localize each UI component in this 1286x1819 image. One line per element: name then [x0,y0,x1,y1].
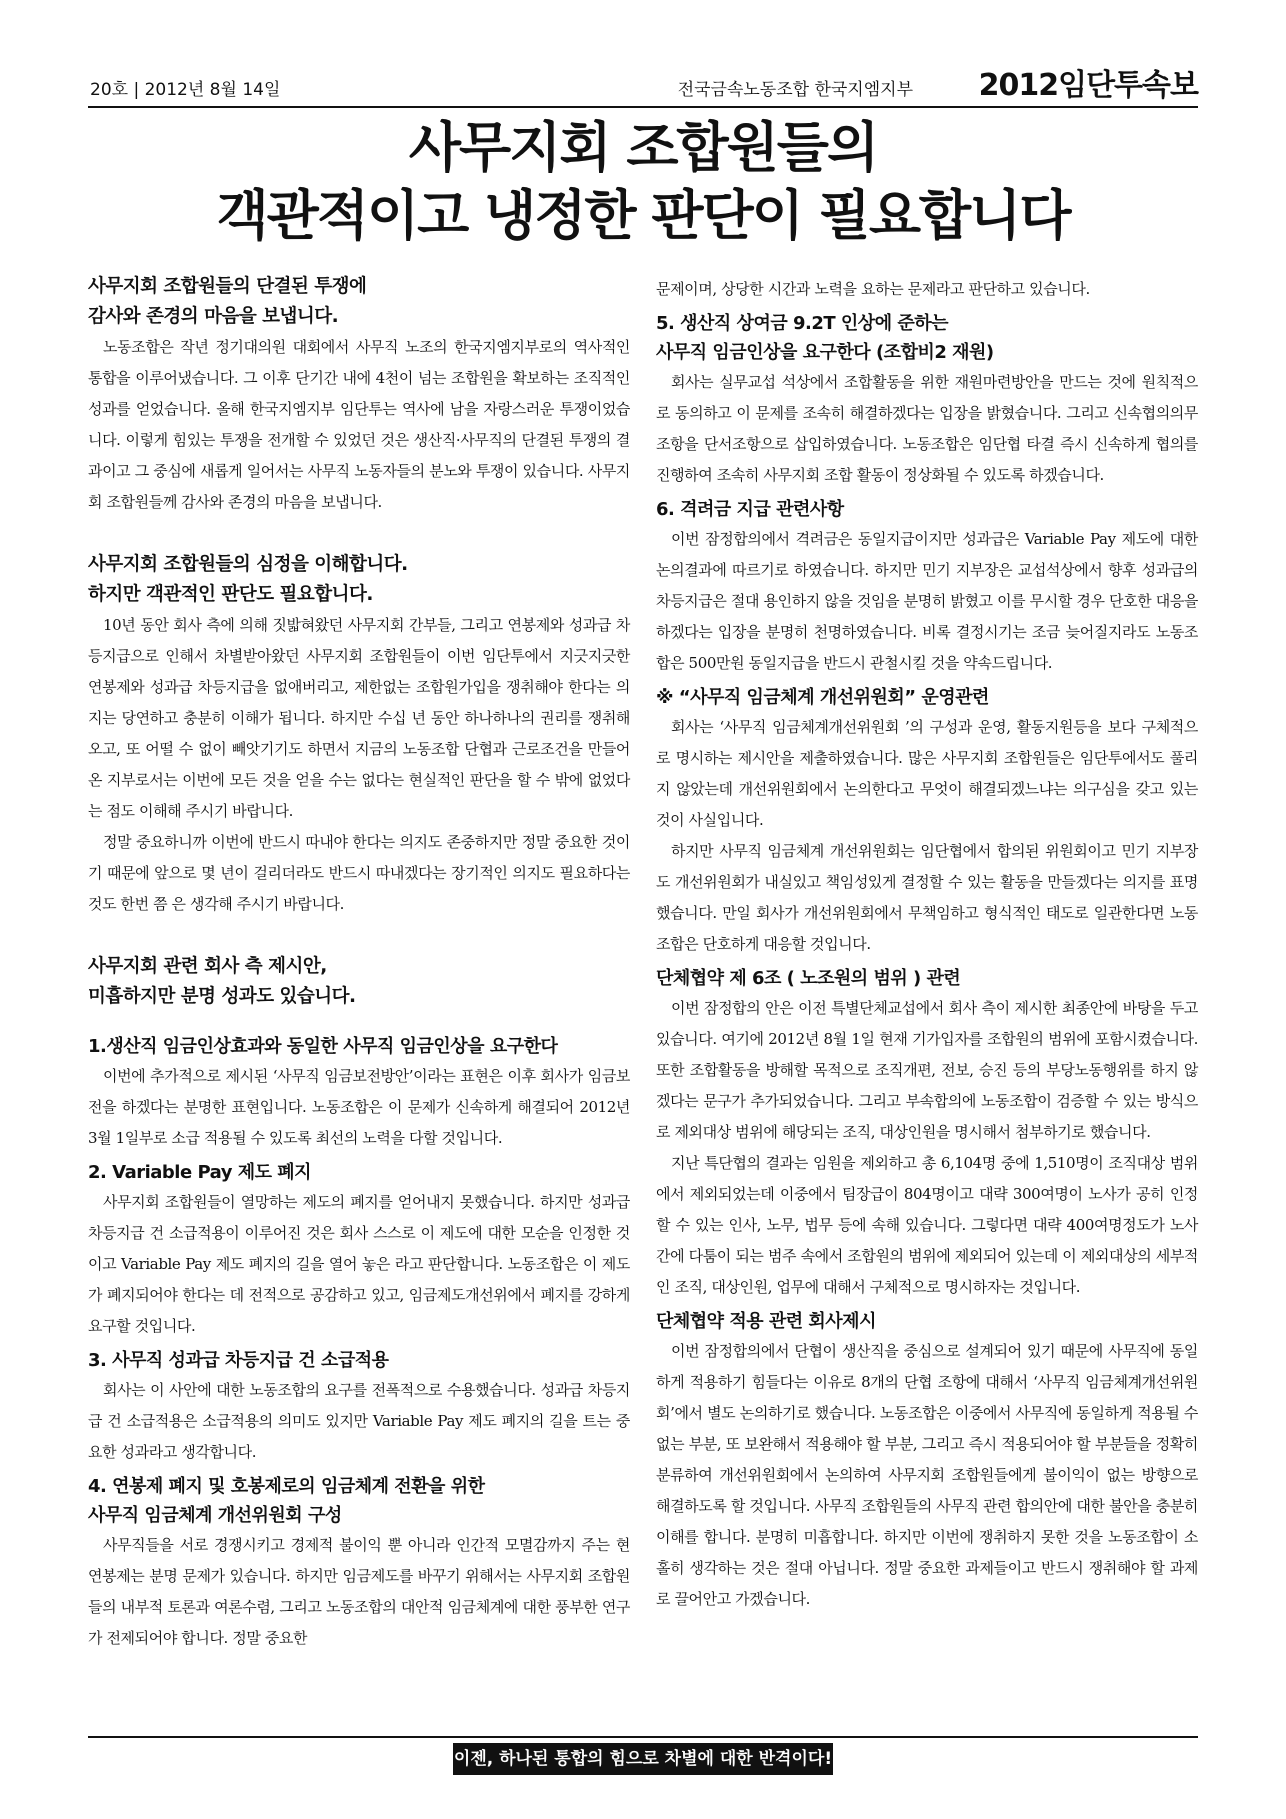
paragraph: 이번 잠정합의에서 격려금은 동일지급이지만 성과급은 Variable Pay 제도에 대한 논의결과에 따르기로 하였습니다. 하지만 민기 지부장은 교섭석상에서 향후 성과급의 차등지급은 절대 용인하지 않을 것임을 분명히 밝혔고 이를 무시할 경우 단호한 대응을 하겠다는 입장을 분명히 천명하였습니다. 비록 결정시기는 조금 늦어질지라도 노동조합은 500만원 동일지급을 반드시 관철시킬 것을 약속드립니다. [656,530,1198,672]
item-title: 4. 연봉제 폐지 및 호봉제로의 임금체계 전환을 위한 [88,1476,485,1497]
paragraph: 지난 특단협의 결과는 임원을 제외하고 총 6,104명 중에 1,510명이 조직대상 범위에서 제외되었는데 이중에서 팀장급이 804명이고 대략 300여명이 노사가 공히 인정할 수 있는 인사, 노무, 법무 등에 속해 있습니다. 그렇다면 대략 400여명정도가 노사간에 다툼이 되는 범주 속에서 조합원의 범위에 제외되어 있는데 이 제외대상의 세부적인 조직, 대상인원, 업무에 대해서 구체적으로 명시하자는 것입니다. [656,1154,1198,1296]
headline [88,114,1198,250]
newsletter-brand: 2012임단투속보 [978,68,1198,103]
item-title: 사무직 임금인상을 요구한다 (조합비2 재원) [656,342,994,363]
paragraph: 사무지회 조합원들이 열망하는 제도의 폐지를 얻어내지 못했습니다. 하지만 성과급 차등지급 건 소급적용이 이루어진 것은 회사 스스로 이 제도에 대한 모순을 인정한 것이고 Variable Pay 제도 폐지의 길을 열어 놓은 라고 판단합니다. 노동조합은 이 제도가 폐지되어야 한다는 데 전적으로 공감하고 있고, 임금제도개선위에서 폐지를 강하게 요구할 것입니다. [88,1193,630,1335]
section-title: 감사와 존경의 마음을 보냅니다. [88,306,339,327]
section-title: 미흡하지만 분명 성과도 있습니다. [88,986,356,1007]
footer-slogan: 이젠, 하나된 통합의 힘으로 차별에 대한 반격이다! [453,1743,833,1775]
item-title: 5. 생산직 상여금 9.2T 인상에 준하는 [656,313,949,334]
page-header [88,68,1198,108]
headline-line-2: 객관적이고 냉정한 판단이 필요합니다 [216,184,1070,247]
headline-line-1: 사무지회 조합원들의 [408,116,878,179]
paragraph: 문제이며, 상당한 시간과 노력을 요하는 문제라고 판단하고 있습니다. [656,280,1090,298]
paragraph: 이번 잠정합의에서 단협이 생산직을 중심으로 설계되어 있기 때문에 사무직에 동일하게 적용하기 힘들다는 이유로 8개의 단협 조항에 대해서 ‘사무직 임금체계개선위원회’에서 별도 논의하기로 했습니다. 노동조합은 이중에서 사무직에 동일하게 적용될 수 없는 부분, 또 보완해서 적용해야 할 부분, 그리고 즉시 적용되어야 할 부분들을 정확히 분류하여 개선위원회에서 논의하여 사무지회 조합원들에게 불이익이 없는 방향으로 해결하도록 할 것입니다. 사무직 조합원들의 사무직 관련 합의안에 대한 불안을 충분히 이해를 합니다. 분명히 미흡합니다. 하지만 이번에 쟁취하지 못한 것을 노동조합이 소홀히 생각하는 것은 절대 아닙니다. 정말 중요한 과제들이고 반드시 쟁취해야 할 과제로 끌어안고 가겠습니다. [656,1342,1198,1608]
item-title: 3. 사무직 성과급 차등지급 건 소급적용 [88,1350,389,1371]
issue-date: 20호 | 2012년 8월 14일 [90,80,281,100]
item-title: 1.생산직 임금인상효과와 동일한 사무직 임금인상을 요구한다 [88,1036,558,1057]
item-title: 단체협약 적용 관련 회사제시 [656,1311,876,1332]
paragraph: 이번에 추가적으로 제시된 ‘사무직 임금보전방안’이라는 표현은 이후 회사가 임금보전을 하겠다는 분명한 표현입니다. 노동조합은 이 문제가 신속하게 해결되어 2012년 3월 1일부로 소급 적용될 수 있도록 최선의 노력을 다할 것입니다. [88,1067,630,1147]
item-title: 사무직 임금체계 개선위원회 구성 [88,1505,342,1526]
paragraph: 회사는 실무교섭 석상에서 조합활동을 위한 재원마련방안을 만드는 것에 원칙적으로 동의하고 이 문제를 조속히 해결하겠다는 입장을 밝혔습니다. 그리고 신속협의의무조항을 단서조항으로 삽입하였습니다. 노동조합은 임단협 타결 즉시 신속하게 협의를 진행하여 조속히 사무지회 조합 활동이 정상화될 수 있도록 하겠습니다. [656,373,1198,484]
item-title: 2. Variable Pay 제도 폐지 [88,1162,312,1183]
footer-divider [88,1736,1198,1738]
section-title: 사무지회 조합원들의 단결된 투쟁에 [88,276,367,297]
paragraph: 노동조합은 작년 정기대의원 대회에서 사무직 노조의 한국지엠지부로의 역사적인 통합을 이루어냈습니다. 그 이후 단기간 내에 4천이 넘는 조합원을 확보하는 조직적인 성과를 얻었습니다. 올해 한국지엠지부 임단투는 역사에 남을 자랑스러운 투쟁이었습니다. 이렇게 힘있는 투쟁을 전개할 수 있었던 것은 생산직·사무직의 단결된 투쟁의 결과이고 그 중심에 새롭게 일어서는 사무직 노동자들의 분노와 투쟁이 있습니다. 사무지회 조합원들께 감사와 존경의 마음을 보냅니다. [88,338,630,511]
paragraph: 사무직들을 서로 경쟁시키고 경제적 불이익 뿐 아니라 인간적 모멸감까지 주는 현 연봉제는 분명 문제가 있습니다. 하지만 임금제도를 바꾸기 위해서는 사무지회 조합원들의 내부적 토론과 여론수렴, 그리고 노동조합의 대안적 임금체계에 대한 풍부한 연구가 전제되어야 합니다. 정말 중요한 [88,1536,630,1647]
section-title: 하지만 객관적인 판단도 필요합니다. [88,584,373,605]
paragraph: 이번 잠정합의 안은 이전 특별단체교섭에서 회사 측이 제시한 최종안에 바탕을 두고 있습니다. 여기에 2012년 8월 1일 현재 기가입자를 조합원의 범위에 포함시켰습니다. 또한 조합활동을 방해할 목적으로 조직개편, 전보, 승진 등의 부당노동행위를 하지 않겠다는 문구가 추가되었습니다. 그리고 부속합의에 노동조합이 검증할 수 있는 방식으로 제외대상 범위에 해당되는 조직, 대상인원을 명시해서 첨부하기로 했습니다. [656,999,1198,1141]
item-title: 단체협약 제 6조 ( 노조원의 범위 ) 관련 [656,968,961,989]
section-title: 사무지회 관련 회사 측 제시안, [88,956,327,977]
paragraph: 회사는 ‘사무직 임금체계개선위원회 ’의 구성과 운영, 활동지원등을 보다 구체적으로 명시하는 제시안을 제출하였습니다. 많은 사무지회 조합원들은 임단투에서도 풀리지 않았는데 개선위원회에서 논의한다고 무엇이 해결되겠느냐는 의구심을 갖고 있는 것이 사실입니다. [656,718,1198,829]
paragraph: 회사는 이 사안에 대한 노동조합의 요구를 전폭적으로 수용했습니다. 성과급 차등지급 건 소급적용은 소급적용의 의미도 있지만 Variable Pay 제도 폐지의 길을 트는 중요한 성과라고 생각합니다. [88,1381,630,1461]
paragraph: 10년 동안 회사 측에 의해 짓밟혀왔던 사무지회 간부들, 그리고 연봉제와 성과급 차등지급으로 인해서 차별받아왔던 사무지회 조합원들이 이번 임단투에서 지긋지긋한 연봉제와 성과급 차등지급을 없애버리고, 제한없는 조합원가입을 쟁취해야 한다는 의지는 당연하고 충분히 이해가 됩니다. 하지만 수십 년 동안 하나하나의 권리를 쟁취해오고, 또 어떨 수 없이 빼앗기기도 하면서 지금의 노동조합 단협과 근로조건을 만들어 온 지부로서는 이번에 모든 것을 얻을 수는 없다는 현실적인 판단을 할 수 밖에 없었다는 점도 이해해 주시기 바랍니다. [88,616,630,820]
item-title: 6. 격려금 지급 관련사항 [656,499,844,520]
section-title: 사무지회 조합원들의 심정을 이해합니다. [88,554,408,575]
paragraph: 하지만 사무직 임금체계 개선위원회는 임단협에서 합의된 위원회이고 민기 지부장도 개선위원회가 내실있고 책임성있게 결정할 수 있는 활동을 만들겠다는 의지를 표명했습니다. 만일 회사가 개선위원회에서 무책임하고 형식적인 태도로 일관한다면 노동조합은 단호하게 대응할 것입니다. [656,842,1198,953]
left-column [88,272,630,1654]
item-title: ※ “사무직 임금체계 개선위원회” 운영관련 [656,687,989,708]
paragraph: 정말 중요하니까 이번에 반드시 따내야 한다는 의지도 존중하지만 정말 중요한 것이기 때문에 앞으로 몇 년이 걸리더라도 반드시 따내겠다는 장기적인 의지도 필요하다는 것도 한번 쯤 은 생각해 주시기 바랍니다. [88,833,630,913]
union-name: 전국금속노동조합 한국지엠지부 [677,80,913,100]
right-column [656,274,1198,1615]
